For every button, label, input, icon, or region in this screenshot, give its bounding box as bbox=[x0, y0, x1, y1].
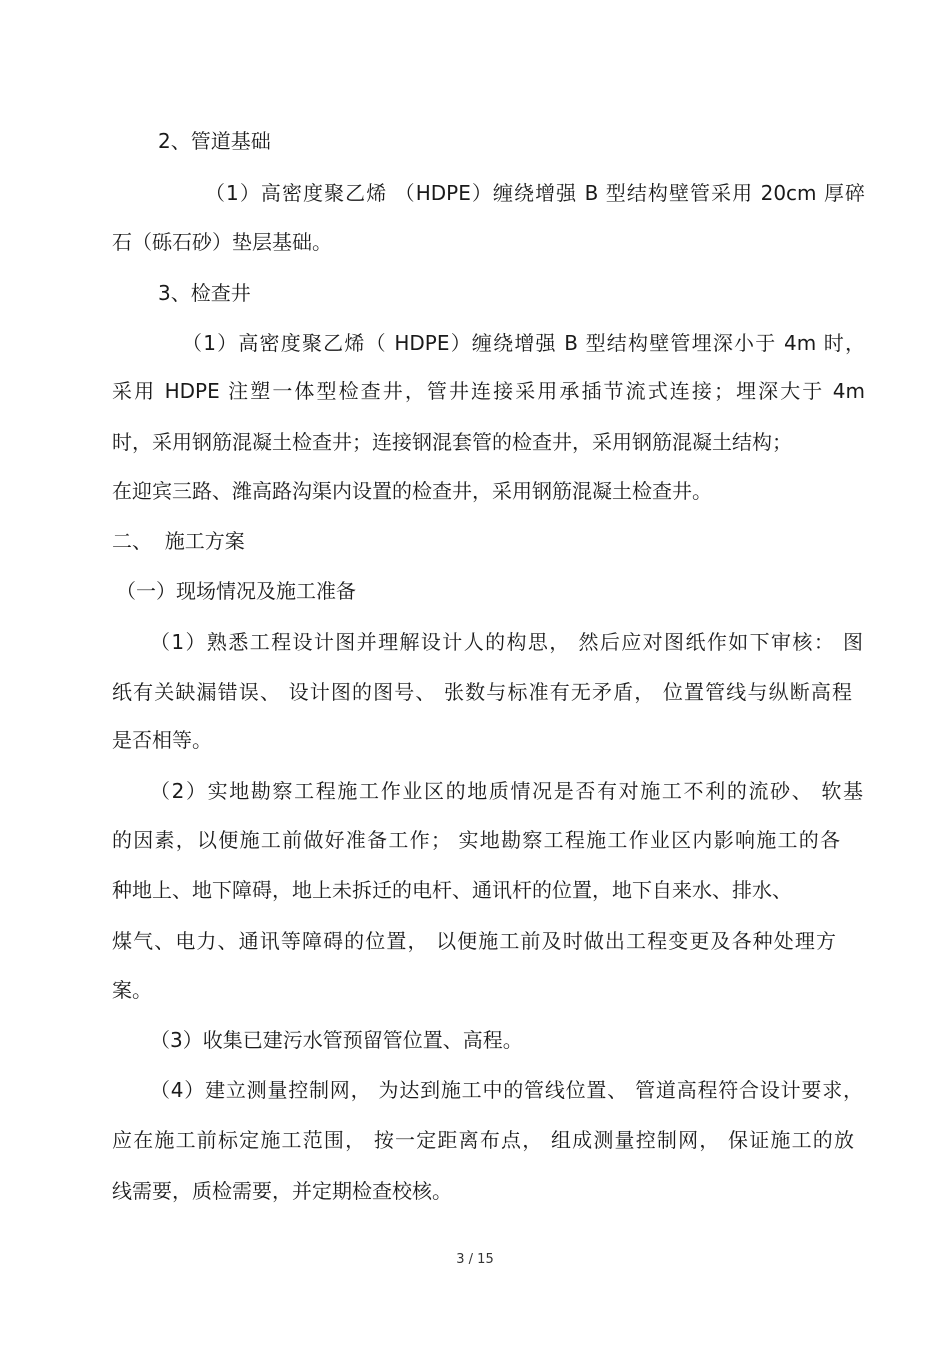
section-heading-construction-plan: 二、 施工方案 bbox=[112, 529, 245, 553]
list-item-line: 纸有关缺漏错误、 设计图的图号、 张数与标准有无矛盾， 位置管线与纵断高程 bbox=[112, 680, 852, 704]
page-number: 3 / 15 bbox=[456, 1252, 494, 1267]
list-item-line: （1）熟悉工程设计图并理解设计人的构思， 然后应对图纸作如下审核： 图 bbox=[150, 630, 863, 654]
subsection-heading-site-preparation: （一）现场情况及施工准备 bbox=[116, 579, 356, 603]
section-heading-pipe-foundation: 2、管道基础 bbox=[158, 129, 271, 153]
list-item-line: 煤气、电力、通讯等障碍的位置， 以便施工前及时做出工程变更及各种处理方 bbox=[112, 929, 836, 953]
section-heading-manhole: 3、检查井 bbox=[158, 281, 251, 305]
paragraph-line: 采用 HDPE 注塑一体型检查井，管井连接采用承插节流式连接；埋深大于 4m bbox=[112, 379, 865, 403]
list-item-line: 种地上、地下障碍，地上未拆迁的电杆、通讯杆的位置，地下自来水、排水、 bbox=[112, 878, 792, 902]
list-item-line: 应在施工前标定施工范围， 按一定距离布点， 组成测量控制网， 保证施工的放 bbox=[112, 1128, 854, 1152]
list-item-line: 是否相等。 bbox=[112, 728, 212, 752]
list-item-line: （4）建立测量控制网， 为达到施工中的管线位置、 管道高程符合设计要求， bbox=[150, 1078, 863, 1102]
paragraph-line: 石（砾石砂）垫层基础。 bbox=[112, 230, 332, 254]
list-item-line: （2）实地勘察工程施工作业区的地质情况是否有对施工不利的流砂、 软基 bbox=[150, 779, 863, 803]
list-item-line: 的因素，以便施工前做好准备工作； 实地勘察工程施工作业区内影响施工的各 bbox=[112, 828, 840, 852]
paragraph-line: （1）高密度聚乙烯（ HDPE）缠绕增强 B 型结构壁管埋深小于 4m 时， bbox=[182, 331, 865, 355]
paragraph-line: 时，采用钢筋混凝土检查井；连接钢混套管的检查井，采用钢筋混凝土结构； bbox=[112, 430, 792, 454]
list-item-line: （3）收集已建污水管预留管位置、高程。 bbox=[150, 1028, 523, 1052]
list-item-line: 案。 bbox=[112, 978, 152, 1002]
list-item-line: 线需要，质检需要，并定期检查校核。 bbox=[112, 1179, 452, 1203]
paragraph-line: 在迎宾三路、潍高路沟渠内设置的检查井，采用钢筋混凝土检查井。 bbox=[112, 479, 712, 503]
paragraph-line: （1）高密度聚乙烯 （HDPE）缠绕增强 B 型结构壁管采用 20cm 厚碎 bbox=[205, 181, 865, 205]
